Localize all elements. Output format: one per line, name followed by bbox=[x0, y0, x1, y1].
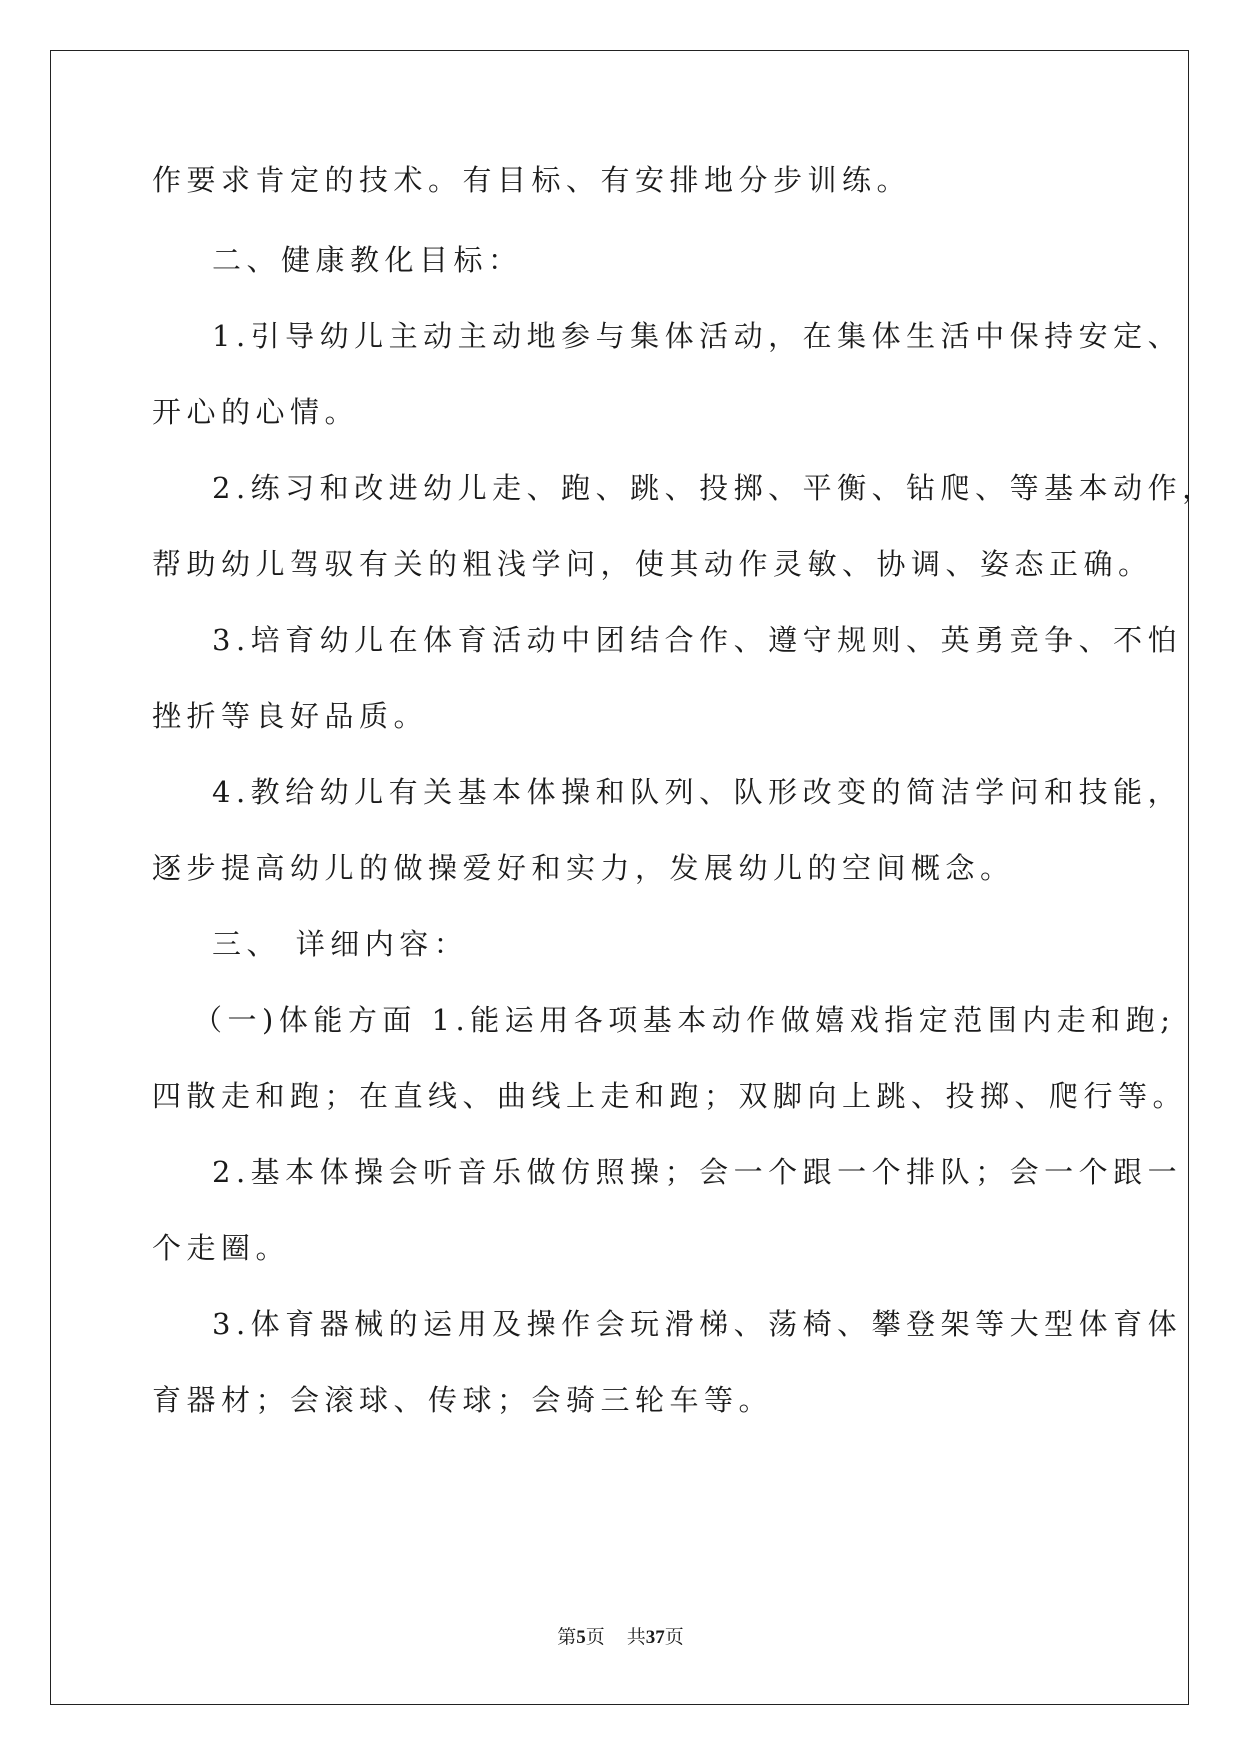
paragraph-line: 2.练习和改进幼儿走、跑、跳、投掷、平衡、钻爬、等基本动作， bbox=[212, 471, 1217, 505]
paragraph-line: 挫折等良好品质。 bbox=[152, 699, 429, 733]
page-prefix: 第 bbox=[557, 1627, 577, 1648]
paragraph-line: 1.引导幼儿主动主动地参与集体活动，在集体生活中保持安定、 bbox=[212, 319, 1183, 353]
paragraph-line: 开心的心情。 bbox=[152, 395, 360, 429]
section-heading-2: 二、健康教化目标： bbox=[212, 243, 523, 277]
paragraph-line: 育器材；会滚球、传球；会骑三轮车等。 bbox=[152, 1383, 774, 1417]
paragraph-line: （一)体能方面 1.能运用各项基本动作做嬉戏指定范围内走和跑; bbox=[193, 1003, 1176, 1037]
paragraph-line: 3.体育器械的运用及操作会玩滑梯、荡椅、攀登架等大型体育体 bbox=[212, 1307, 1183, 1341]
paragraph-line: 四散走和跑；在直线、曲线上走和跑；双脚向上跳、投掷、爬行等。 bbox=[152, 1079, 1188, 1113]
paragraph-line: 逐步提高幼儿的做操爱好和实力，发展幼儿的空间概念。 bbox=[152, 851, 1015, 885]
paragraph-line: 帮助幼儿驾驭有关的粗浅学问，使其动作灵敏、协调、姿态正确。 bbox=[152, 547, 1153, 581]
current-page-number: 5 bbox=[576, 1627, 586, 1648]
paragraph-line: 3.培育幼儿在体育活动中团结合作、遵守规则、英勇竞争、不怕 bbox=[212, 623, 1183, 657]
page-footer bbox=[0, 1622, 1241, 1649]
paragraph-line: 4.教给幼儿有关基本体操和队列、队形改变的简洁学问和技能， bbox=[212, 775, 1183, 809]
paragraph-line: 个走圈。 bbox=[152, 1231, 291, 1265]
total-page-count: 37 bbox=[645, 1627, 665, 1648]
total-suffix: 页 bbox=[664, 1627, 684, 1648]
paragraph-line: 2.基本体操会听音乐做仿照操；会一个跟一个排队；会一个跟一 bbox=[212, 1155, 1183, 1189]
paragraph-line: 作要求肯定的技术。有目标、有安排地分步训练。 bbox=[152, 163, 912, 197]
section-heading-3: 三、 详细内容： bbox=[212, 927, 469, 961]
total-prefix: 共 bbox=[626, 1627, 646, 1648]
page-mid: 页 bbox=[585, 1627, 605, 1648]
